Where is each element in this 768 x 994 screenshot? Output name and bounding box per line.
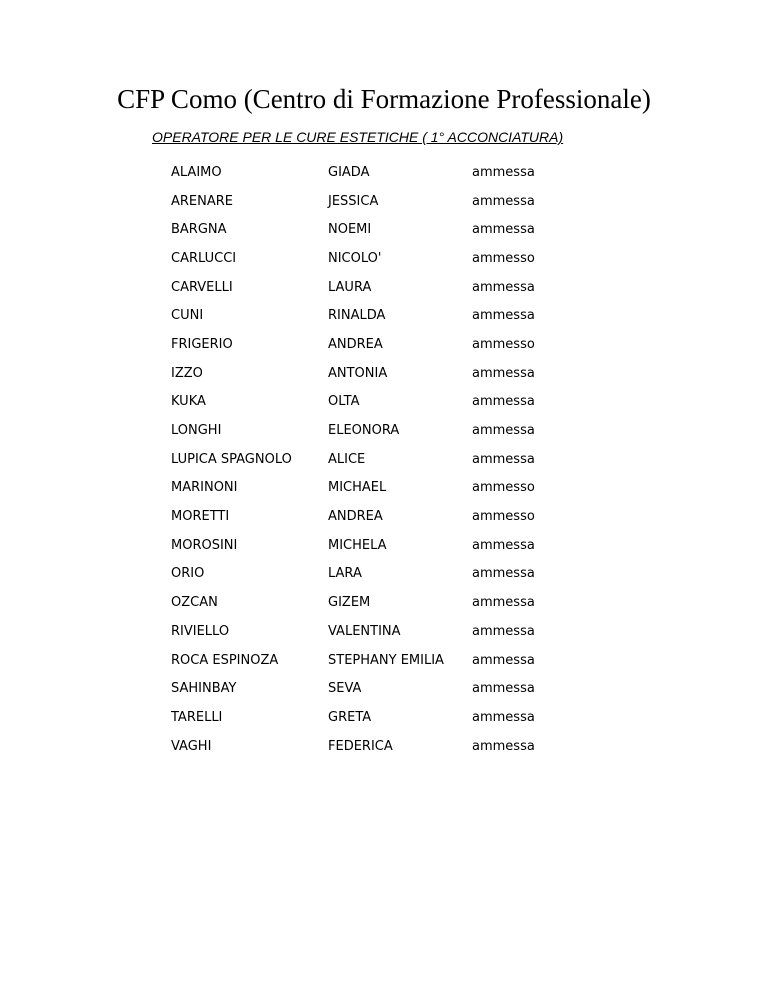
student-status: ammessa	[472, 308, 535, 324]
student-status: ammessa	[472, 394, 535, 410]
page-title: CFP Como (Centro di Formazione Professionale)	[117, 84, 651, 114]
student-surname: FRIGERIO	[171, 336, 233, 352]
student-row	[171, 732, 572, 761]
student-name: JESSICA	[328, 193, 379, 209]
student-name: FEDERICA	[328, 738, 393, 754]
student-surname: MOROSINI	[171, 537, 238, 553]
student-status: ammesso	[472, 480, 535, 496]
student-name: STEPHANY EMILIA	[328, 652, 444, 668]
student-status: ammessa	[472, 423, 535, 439]
student-row	[171, 244, 572, 273]
student-row	[171, 158, 572, 187]
student-name: SEVA	[328, 681, 362, 697]
student-status: ammessa	[472, 537, 535, 553]
student-status: ammesso	[472, 250, 535, 266]
student-row	[171, 445, 572, 474]
student-name: LARA	[328, 566, 362, 582]
student-row	[171, 416, 572, 445]
student-surname: MARINONI	[171, 480, 238, 496]
student-name: NICOLO'	[328, 250, 382, 266]
student-status: ammessa	[472, 566, 535, 582]
student-surname: IZZO	[171, 365, 203, 381]
student-name: GRETA	[328, 709, 372, 725]
student-row	[171, 617, 572, 646]
student-status: ammessa	[472, 451, 535, 467]
student-row	[171, 646, 572, 675]
student-row	[171, 330, 572, 359]
student-row	[171, 502, 572, 531]
student-name: ALICE	[328, 451, 366, 467]
student-name: OLTA	[328, 394, 360, 410]
student-status: ammessa	[472, 709, 535, 725]
student-surname: BARGNA	[171, 222, 227, 238]
student-surname: CUNI	[171, 308, 204, 324]
student-row	[171, 560, 572, 589]
student-status: ammessa	[472, 279, 535, 295]
student-list	[171, 158, 572, 760]
student-name: GIADA	[328, 164, 370, 180]
student-status: ammessa	[472, 164, 535, 180]
student-name: ANTONIA	[328, 365, 388, 381]
student-status: ammessa	[472, 652, 535, 668]
student-surname: RIVIELLO	[171, 623, 230, 639]
student-status: ammessa	[472, 365, 535, 381]
student-status: ammesso	[472, 509, 535, 525]
student-row	[171, 531, 572, 560]
student-status: ammessa	[472, 222, 535, 238]
student-name: MICHAEL	[328, 480, 387, 496]
student-row	[171, 674, 572, 703]
student-name: GIZEM	[328, 595, 371, 611]
student-surname: VAGHI	[171, 738, 212, 754]
student-name: ELEONORA	[328, 423, 400, 439]
student-row	[171, 703, 572, 732]
student-status: ammessa	[472, 595, 535, 611]
student-surname: CARVELLI	[171, 279, 233, 295]
student-row	[171, 273, 572, 302]
student-row	[171, 388, 572, 417]
student-surname: ORIO	[171, 566, 205, 582]
student-surname: CARLUCCI	[171, 250, 237, 266]
student-name: LAURA	[328, 279, 372, 295]
student-status: ammessa	[472, 738, 535, 754]
student-row	[171, 301, 572, 330]
student-name: ANDREA	[328, 336, 383, 352]
student-surname: ROCA ESPINOZA	[171, 652, 279, 668]
student-status: ammessa	[472, 681, 535, 697]
student-surname: ARENARE	[171, 193, 234, 209]
student-surname: TARELLI	[171, 709, 223, 725]
student-name: ANDREA	[328, 509, 383, 525]
student-row	[171, 187, 572, 216]
student-surname: OZCAN	[171, 595, 218, 611]
student-status: ammesso	[472, 336, 535, 352]
student-surname: ALAIMO	[171, 164, 222, 180]
student-row	[171, 215, 572, 244]
student-name: RINALDA	[328, 308, 386, 324]
section-heading: OPERATORE PER LE CURE ESTETICHE ( 1° ACCONCIATURA)	[152, 129, 564, 145]
student-name: NOEMI	[328, 222, 372, 238]
student-surname: SAHINBAY	[171, 681, 237, 697]
student-surname: KUKA	[171, 394, 206, 410]
student-row	[171, 474, 572, 503]
student-surname: MORETTI	[171, 509, 230, 525]
student-row	[171, 588, 572, 617]
student-surname: LONGHI	[171, 423, 222, 439]
student-name: MICHELA	[328, 537, 387, 553]
student-status: ammessa	[472, 623, 535, 639]
student-status: ammessa	[472, 193, 535, 209]
student-surname: LUPICA SPAGNOLO	[171, 451, 292, 467]
student-row	[171, 359, 572, 388]
student-name: VALENTINA	[328, 623, 401, 639]
